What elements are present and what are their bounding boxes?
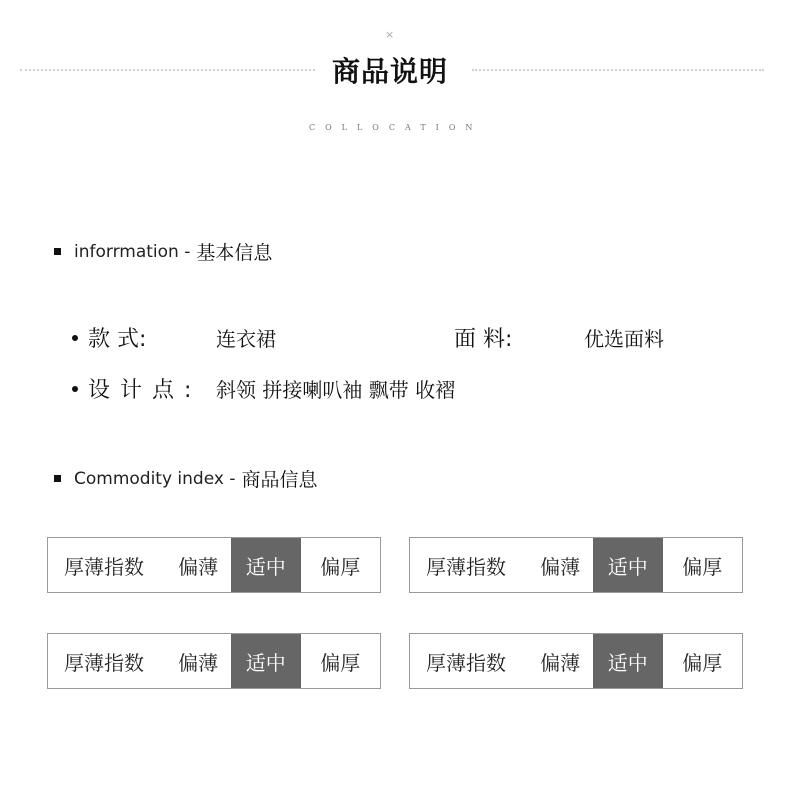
thickness-index-box xyxy=(47,633,381,689)
option-thick: 偏厚 xyxy=(320,650,361,675)
option-thick: 偏厚 xyxy=(682,650,723,675)
divider-left xyxy=(20,69,315,71)
option-medium-selected: 适中 xyxy=(593,634,663,688)
fabric-value: 优选面料 xyxy=(584,327,664,351)
option-medium-selected: 适中 xyxy=(593,538,663,592)
option-thin: 偏薄 xyxy=(540,650,581,675)
design-label: 设计点: xyxy=(88,378,202,403)
index-name: 厚薄指数 xyxy=(64,554,144,579)
page-title: 商品说明 xyxy=(332,55,449,88)
thickness-index-box xyxy=(409,633,743,689)
option-thin: 偏薄 xyxy=(540,554,581,579)
style-value: 连衣裙 xyxy=(216,327,276,351)
fabric-label: 面 料: xyxy=(454,327,513,352)
thickness-index-box xyxy=(409,537,743,593)
section-label-zh: 基本信息 xyxy=(196,242,273,264)
close-icon[interactable]: × xyxy=(385,28,395,41)
section-basic-info xyxy=(54,238,272,265)
thickness-index-box xyxy=(47,537,381,593)
style-label: 款 式: xyxy=(88,327,147,352)
index-name: 厚薄指数 xyxy=(64,650,144,675)
info-row-design xyxy=(72,373,455,404)
option-thick: 偏厚 xyxy=(320,554,361,579)
dot-bullet-icon xyxy=(72,386,78,392)
section-label-zh: 商品信息 xyxy=(241,469,318,491)
section-commodity-index xyxy=(54,465,318,492)
index-name: 厚薄指数 xyxy=(426,650,506,675)
divider-right xyxy=(472,69,764,71)
square-bullet-icon xyxy=(54,475,61,482)
info-row-style xyxy=(72,322,664,353)
page-subtitle: COLLOCATION xyxy=(309,123,483,132)
option-thin: 偏薄 xyxy=(178,554,219,579)
option-medium-selected: 适中 xyxy=(231,538,301,592)
design-value: 斜领 拼接喇叭袖 飘带 收褶 xyxy=(216,378,456,402)
section-label-en: Commodity index - xyxy=(74,468,236,489)
option-thick: 偏厚 xyxy=(682,554,723,579)
square-bullet-icon xyxy=(54,248,61,255)
section-label-en: inforrmation - xyxy=(74,241,191,262)
dot-bullet-icon xyxy=(72,335,78,341)
index-name: 厚薄指数 xyxy=(426,554,506,579)
option-thin: 偏薄 xyxy=(178,650,219,675)
option-medium-selected: 适中 xyxy=(231,634,301,688)
